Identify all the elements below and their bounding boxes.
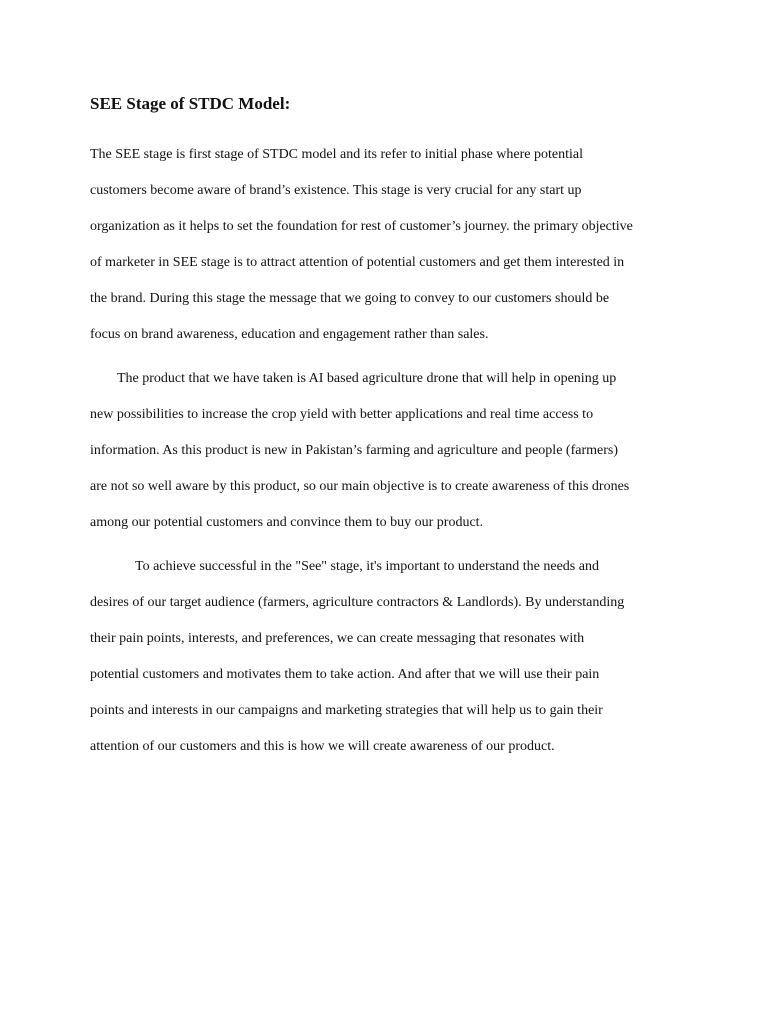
paragraph-line: of marketer in SEE stage is to attract attention of potential customers and get them interested in: [90, 255, 625, 270]
paragraph-line: are not so well aware by this product, so our main objective is to create awareness of this drones: [90, 479, 630, 494]
paragraph-line: The SEE stage is first stage of STDC model and its refer to initial phase where potential: [90, 147, 583, 162]
paragraph-line: points and interests in our campaigns and marketing strategies that will help us to gain their: [90, 703, 603, 718]
paragraph-line: potential customers and motivates them to take action. And after that we will use their pain: [90, 667, 600, 682]
paragraph-line: new possibilities to increase the crop yield with better applications and real time access to: [90, 407, 594, 422]
paragraph-line: focus on brand awareness, education and engagement rather than sales.: [90, 327, 489, 342]
paragraph-line: attention of our customers and this is how we will create awareness of our product.: [90, 739, 555, 754]
paragraph-line: To achieve successful in the "See" stage, it's important to understand the needs and: [135, 559, 599, 574]
paragraph-see-stage-intro: [90, 146, 690, 362]
paragraph-line: The product that we have taken is AI based agriculture drone that will help in opening up: [117, 371, 617, 386]
paragraph-product-description: [90, 370, 690, 550]
paragraph-target-audience: [90, 558, 690, 774]
paragraph-line: the brand. During this stage the message that we going to convey to our customers should be: [90, 291, 610, 306]
paragraph-line: customers become aware of brand’s existence. This stage is very crucial for any start up: [90, 183, 582, 198]
paragraph-line: organization as it helps to set the foundation for rest of customer’s journey. the primary objective: [90, 219, 633, 234]
paragraph-line: information. As this product is new in Pakistan’s farming and agriculture and people (farmers): [90, 443, 618, 458]
paragraph-line: desires of our target audience (farmers, agriculture contractors & Landlords). By understanding: [90, 595, 625, 610]
paragraph-line: their pain points, interests, and preferences, we can create messaging that resonates with: [90, 631, 585, 646]
paragraph-line: among our potential customers and convince them to buy our product.: [90, 515, 484, 530]
document-heading: SEE Stage of STDC Model:: [90, 94, 291, 113]
